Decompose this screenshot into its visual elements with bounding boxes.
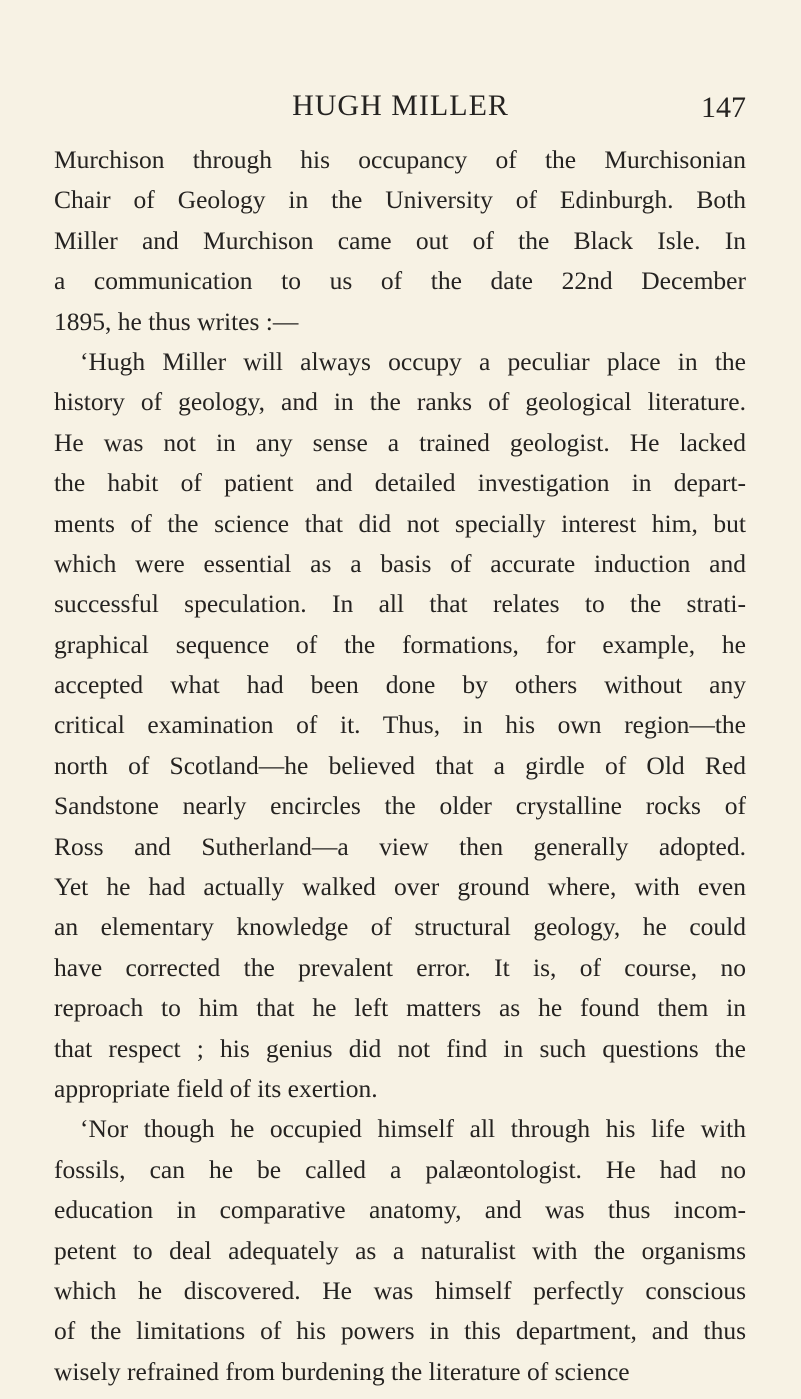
text-line: of the limitations of his powers in this department, and thus (54, 1316, 746, 1346)
text-line: ‘Nor though he occupied himself all through his life with (80, 1114, 746, 1144)
text-line: Miller and Murchison came out of the Black Isle. In (54, 225, 746, 255)
text-line: appropriate field of its exertion. (54, 1073, 378, 1103)
text-line: the habit of patient and detailed investigation in depart- (54, 468, 746, 498)
text-line: accepted what had been done by others without any (54, 670, 746, 700)
text-line: graphical sequence of the formations, for example, he (54, 629, 746, 659)
text-line: Chair of Geology in the University of Edinburgh. Both (54, 185, 746, 215)
text-line: an elementary knowledge of structural geology, he could (54, 912, 746, 942)
body-text (54, 140, 746, 1392)
text-line: He was not in any sense a trained geologist. He lacked (54, 427, 746, 457)
text-line: fossils, can he be called a palæontologist. He had no (54, 1154, 746, 1184)
text-line: that respect ; his genius did not find in such questions the (54, 1033, 746, 1063)
text-line: north of Scotland—he believed that a girdle of Old Red (54, 750, 746, 780)
text-line: wisely refrained from burdening the literature of science (54, 1356, 630, 1386)
text-line: which he discovered. He was himself perfectly conscious (54, 1275, 746, 1305)
text-line: Yet he had actually walked over ground where, with even (54, 872, 746, 902)
text-line: critical examination of it. Thus, in his own region—the (54, 710, 746, 740)
running-head-title: HUGH MILLER (292, 89, 509, 122)
page-number: 147 (701, 91, 746, 124)
paragraph-3 (54, 1109, 746, 1392)
text-line: have corrected the prevalent error. It is, of course, no (54, 952, 746, 982)
text-line: ments of the science that did not specially interest him, but (54, 508, 746, 538)
text-line: history of geology, and in the ranks of geological literature. (54, 387, 746, 417)
text-line: 1895, he thus writes :— (54, 306, 299, 336)
text-line: Murchison through his occupancy of the Murchisonian (54, 145, 746, 174)
text-line: petent to deal adequately as a naturalist with the organisms (54, 1235, 746, 1265)
running-head (0, 88, 801, 128)
text-line: which were essential as a basis of accurate induction and (54, 548, 746, 578)
text-line: Sandstone nearly encircles the older crystalline rocks of (54, 791, 746, 821)
text-line: a communication to us of the date 22nd December (54, 266, 746, 296)
paragraph-2 (54, 342, 746, 1109)
text-line: education in comparative anatomy, and was thus incom- (54, 1195, 746, 1225)
text-line: reproach to him that he left matters as he found them in (54, 993, 746, 1023)
text-line: ‘Hugh Miller will always occupy a peculiar place in the (80, 346, 746, 376)
paragraph-1 (54, 140, 746, 342)
text-line: successful speculation. In all that relates to the strati- (54, 589, 746, 619)
text-line: Ross and Sutherland—a view then generally adopted. (54, 831, 746, 861)
